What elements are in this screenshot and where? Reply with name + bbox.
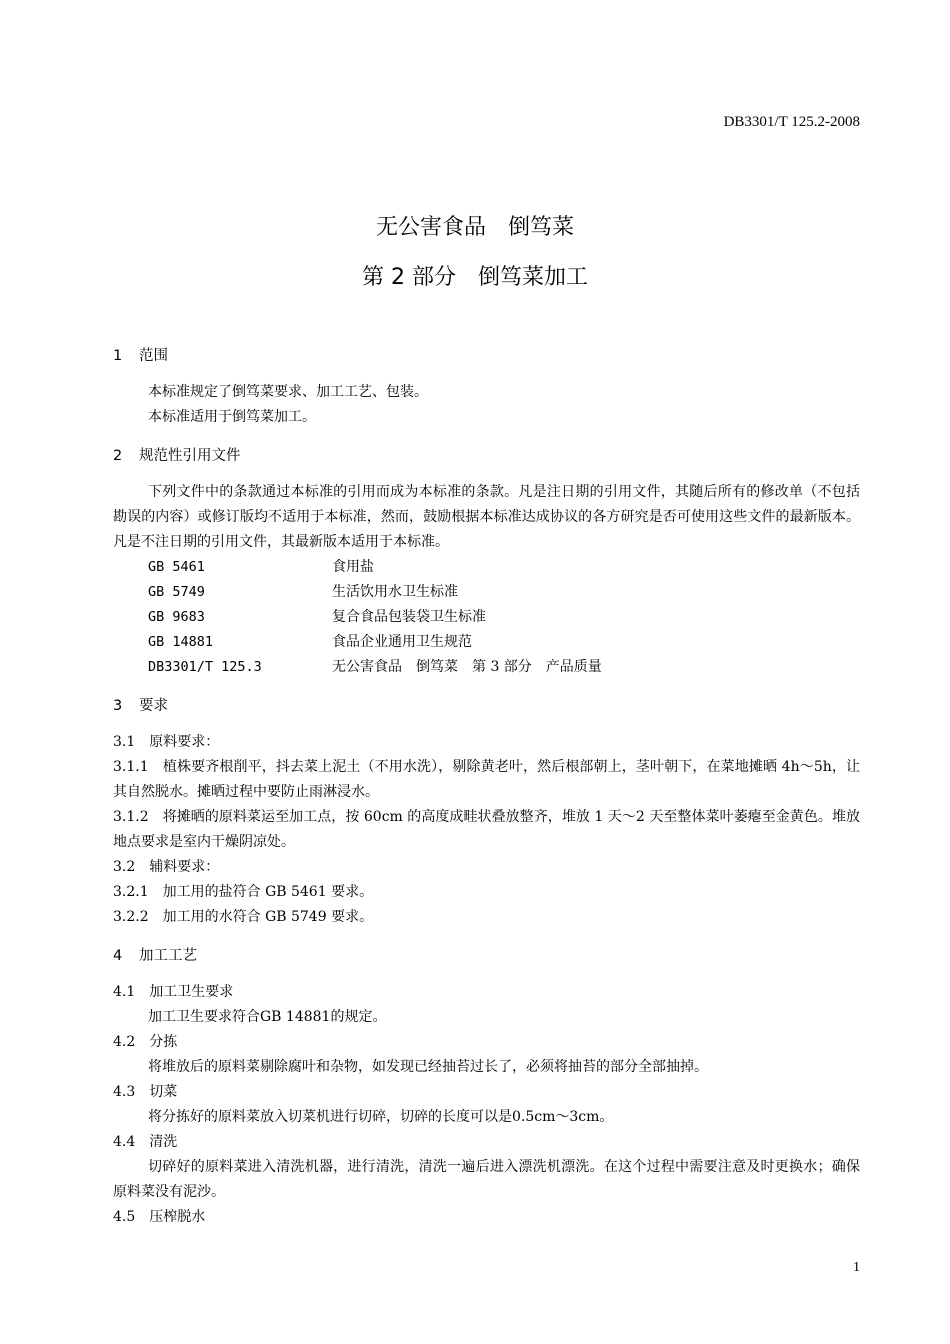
section-number: 3 <box>113 698 123 714</box>
document-subtitle: 第 2 部分 倒笃菜加工 <box>362 265 588 290</box>
paragraph: 切碎好的原料菜进入清洗机器，进行清洗，清洗一遍后进入漂洗机漂洗。在这个过程中需要注意及时更换水；确保原料菜没有泥沙。 <box>113 1159 860 1200</box>
reference-code: GB 5749 <box>148 584 205 600</box>
section-number: 1 <box>113 348 123 364</box>
reference-title: 食用盐 <box>332 559 374 575</box>
paragraph: 下列文件中的条款通过本标准的引用而成为本标准的条款。凡是注日期的引用文件，其随后所有的修改单（不包括勘误的内容）或修订版均不适用于本标准，然而，鼓励根据本标准达成协议的各方研究是否可使用这些文件的最新版本。凡是不注日期的引用文件，其最新版本适用于本标准。 <box>113 484 860 550</box>
paragraph: 本标准规定了倒笃菜要求、加工工艺、包装。 <box>148 384 428 400</box>
reference-row <box>113 605 860 630</box>
subsection-heading: 4.4 清洗 <box>113 1134 178 1150</box>
document-body <box>113 345 860 1230</box>
reference-title: 食品企业通用卫生规范 <box>332 634 472 650</box>
page-number: 1 <box>853 1260 860 1275</box>
section-title: 规范性引用文件 <box>139 448 241 464</box>
reference-code: GB 14881 <box>148 634 214 650</box>
reference-title: 复合食品包装袋卫生标准 <box>332 609 486 625</box>
section-number: 2 <box>113 448 123 464</box>
section-3-heading <box>113 695 860 717</box>
section-title: 范围 <box>139 348 168 364</box>
paragraph: 将分拣好的原料菜放入切菜机进行切碎，切碎的长度可以是0.5cm～3cm。 <box>148 1109 614 1125</box>
subsection-heading: 4.3 切菜 <box>113 1084 178 1100</box>
clause: 3.2.1 加工用的盐符合 GB 5461 要求。 <box>113 884 374 900</box>
reference-code: GB 5461 <box>148 559 205 575</box>
section-1-heading <box>113 345 860 367</box>
reference-title: 无公害食品 倒笃菜 第 3 部分 产品质量 <box>332 659 602 675</box>
document-title: 无公害食品 倒笃菜 <box>375 215 574 240</box>
section-title: 要求 <box>139 698 168 714</box>
subsection-heading: 3.1 原料要求： <box>113 734 220 750</box>
section-4-heading <box>113 945 860 967</box>
clause: 3.1.2 将摊晒的原料菜运至加工点，按 60cm 的高度成畦状叠放整齐，堆放 1 天～2 天至整体菜叶萎瘪至金黄色。堆放地点要求是室内干燥阴凉处。 <box>113 809 860 850</box>
paragraph: 加工卫生要求符合GB 14881的规定。 <box>148 1009 387 1025</box>
section-title: 加工工艺 <box>139 948 197 964</box>
paragraph: 本标准适用于倒笃菜加工。 <box>148 409 316 425</box>
reference-row <box>113 555 860 580</box>
reference-code: DB3301/T 125.3 <box>148 659 262 675</box>
reference-title: 生活饮用水卫生标准 <box>332 584 458 600</box>
reference-row <box>113 580 860 605</box>
document-code: DB3301/T 125.2-2008 <box>723 114 860 130</box>
subsection-heading: 4.5 压榨脱水 <box>113 1209 206 1225</box>
section-number: 4 <box>113 948 123 964</box>
reference-code: GB 9683 <box>148 609 205 625</box>
reference-row <box>113 655 860 680</box>
section-2-heading <box>113 445 860 467</box>
clause: 3.1.1 植株要齐根削平，抖去菜上泥土（不用水洗），剔除黄老叶，然后根部朝上，茎叶朝下，在菜地摊晒 4h～5h，让其自然脱水。摊晒过程中要防止雨淋浸水。 <box>113 759 860 800</box>
clause: 3.2.2 加工用的水符合 GB 5749 要求。 <box>113 909 374 925</box>
subsection-heading: 4.2 分拣 <box>113 1034 178 1050</box>
subsection-heading: 4.1 加工卫生要求 <box>113 984 234 1000</box>
subsection-heading: 3.2 辅料要求： <box>113 859 220 875</box>
paragraph: 将堆放后的原料菜剔除腐叶和杂物，如发现已经抽苔过长了，必须将抽苔的部分全部抽掉。 <box>148 1059 708 1075</box>
reference-row <box>113 630 860 655</box>
